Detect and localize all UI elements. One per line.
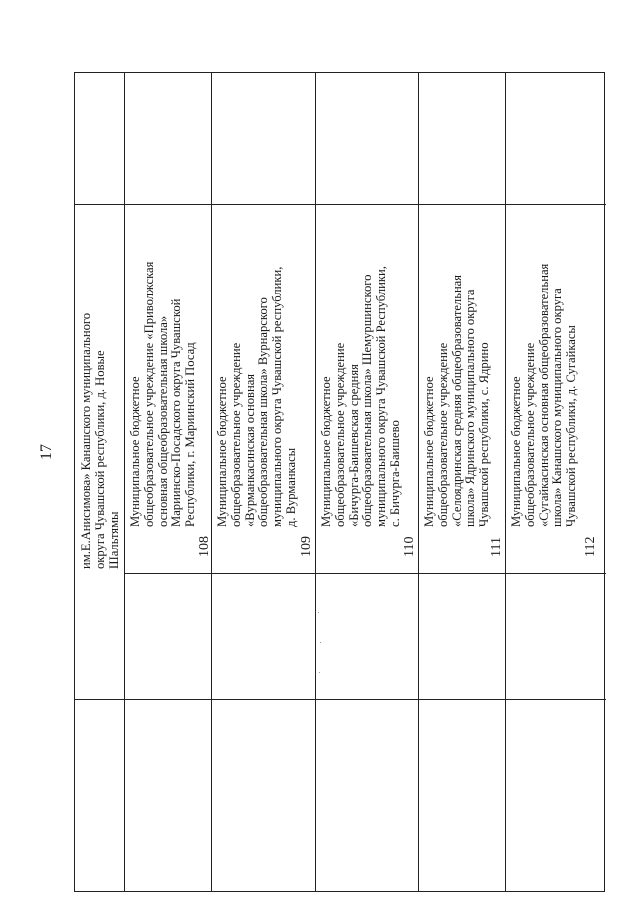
entry-line: муниципального округа Чувашской республики, [270,266,285,527]
row-divider [418,73,419,891]
institution-entry [129,262,198,527]
entry-line: общеобразовательная школа» Шемуршинского [360,274,375,527]
row-number: 111 [489,537,504,557]
row-number: 108 [197,536,212,557]
entry-line: «Селоядринская средняя общеобразовательная [449,274,464,527]
entry-line: Республики, г. Мариинский Посад [183,342,198,527]
entry-line: школа» Канашского муниципального округа [550,288,565,527]
entry-line: им.Е.Анисимова» Канашского муниципального [79,312,93,569]
column-divider [75,699,606,700]
entry-line: «Вурманкасинская основная [242,373,257,527]
row-divider [505,73,506,891]
entry-line: Муниципальное бюджетное [509,376,523,527]
entry-line: общеобразовательное учреждение [332,342,347,527]
entry-line: Муниципальное бюджетное [422,376,436,527]
continued-entry [80,313,121,569]
entry-line: общеобразовательное учреждение «Приволжская [141,261,156,527]
entry-line: основная общеобразовательная школа» [155,315,170,527]
entry-line: Шальтямы [106,511,121,569]
entry-line: «Сугайкасинская основная общеобразовательная [536,263,551,527]
scan-speck [318,612,319,613]
column-divider [75,204,606,205]
entry-line: школа» Ядринского муниципального округа [463,289,478,527]
entry-line: округа Чувашской республики, д. Новые [92,350,107,569]
row-number: 110 [402,536,417,557]
row-divider [124,73,125,891]
entry-line: Муниципальное бюджетное [319,376,333,527]
row-number: 109 [299,536,314,557]
entry-line: Чувашской республики, д. Сугайкасы [564,325,579,527]
entry-line: с. Бичурга-Баишево [387,420,402,527]
scan-speck [320,642,321,643]
row-divider [315,73,316,891]
scan-speck [319,672,320,673]
institution-entry [216,267,299,527]
institution-entry [423,275,492,527]
entry-line: Муниципальное бюджетное [215,376,229,527]
institutions-table [74,72,605,892]
entry-line: общеобразовательное учреждение [435,342,450,527]
entry-line: Мариинско-Посадского округа Чувашской [169,298,184,527]
entry-line: общеобразовательное учреждение [522,342,537,527]
entry-line: Муниципальное бюджетное [128,376,142,527]
entry-line: д. Вурманкасы [283,447,298,527]
entry-line: общеобразовательная школа» Вурнарского [256,297,271,527]
entry-line: муниципального округа Чувашской Республики, [374,266,389,527]
page-number: 17 [38,444,55,460]
entry-line: общеобразовательное учреждение [228,342,243,527]
entry-line: «Бичурга-Баишевская средняя [346,364,361,527]
institution-entry [320,266,403,527]
row-divider [211,73,212,891]
entry-line: Чувашской республики, с. Ядрино [477,342,492,527]
institution-entry [510,264,579,527]
row-number: 112 [583,536,598,557]
column-divider [124,573,606,574]
